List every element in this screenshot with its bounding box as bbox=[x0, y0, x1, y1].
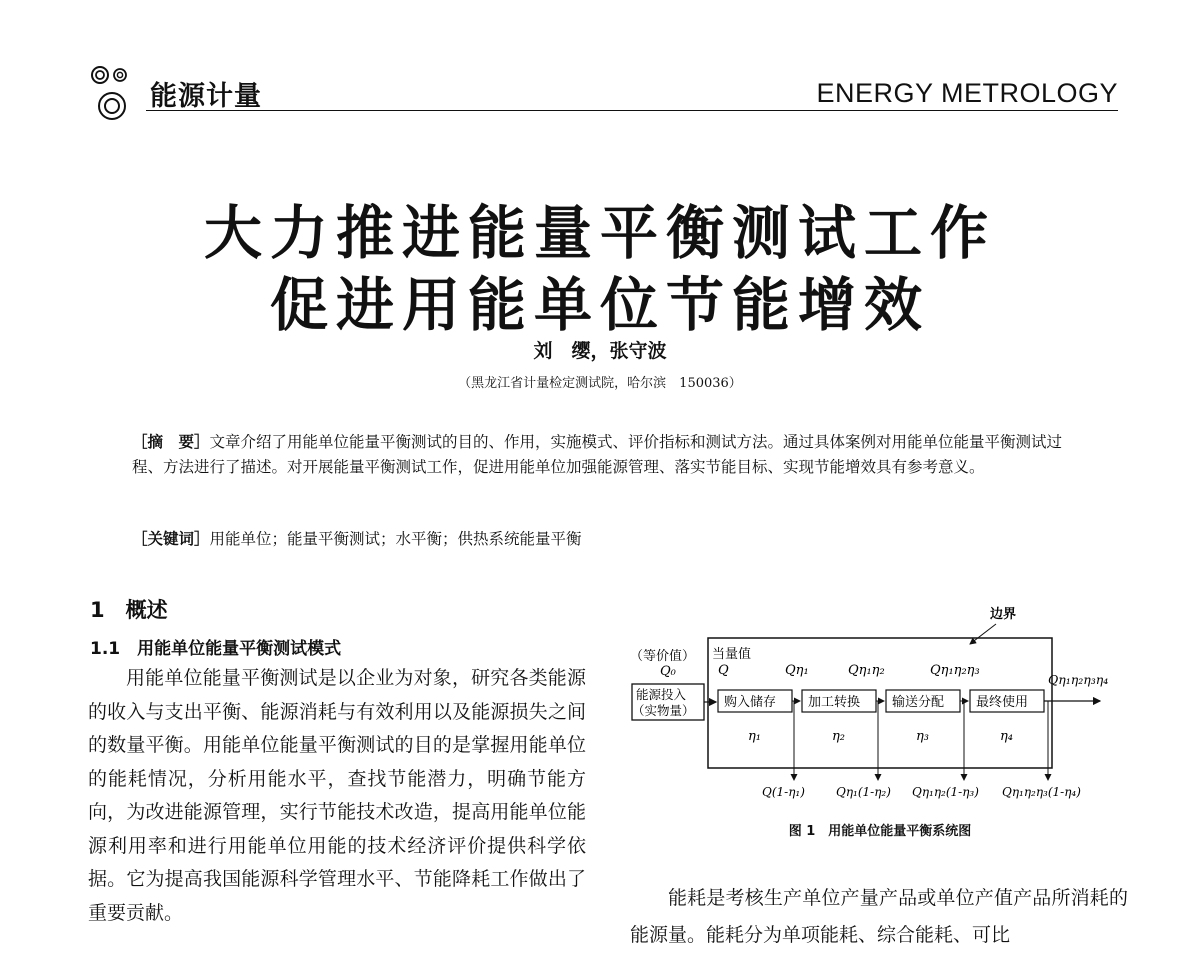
article-title-line2: 促进用能单位节能增效 bbox=[269, 271, 930, 339]
loss-label-1: Q(1-η₁) bbox=[762, 785, 805, 799]
energy-input-line1: 能源投入 bbox=[636, 687, 687, 702]
article-title-line1: 大力推进能量平衡测试工作 bbox=[203, 199, 996, 267]
figure-caption: 图 1 用能单位能量平衡系统图 bbox=[788, 824, 972, 839]
energy-balance-diagram bbox=[630, 600, 1130, 840]
eta-label-4: η₄ bbox=[1000, 729, 1013, 744]
body-paragraph-right: 能耗是考核生产单位产量产品或单位产值产品所消耗的能源量。能耗分为单项能耗、综合能耗、可比 bbox=[630, 887, 1128, 946]
actual-label: 当量值 bbox=[712, 647, 752, 662]
abstract-label: ［摘 要］ bbox=[132, 433, 210, 451]
flow-label-0: Q bbox=[718, 663, 729, 678]
keywords-text: 用能单位；能量平衡测试；水平衡；供热系统能量平衡 bbox=[209, 530, 582, 548]
flow-label-2: Qη₁η₂ bbox=[848, 663, 885, 678]
journal-english-title: ENERGY METROLOGY bbox=[816, 78, 1118, 108]
section-heading: 1 概述 bbox=[90, 598, 168, 622]
output-label: Qη₁η₂η₃η₄ bbox=[1048, 672, 1109, 687]
abstract-text: 文章介绍了用能单位能量平衡测试的目的、作用，实施模式、评价指标和测试方法。通过具体案例对用能单位能量平衡测试过程、方法进行了描述。对开展能量平衡测试工作，促进用能单位加强能源管理、落实节能目标、实现节能增效具有参考意义。 bbox=[132, 433, 1063, 476]
flow-label-1: Qη₁ bbox=[785, 663, 809, 678]
loss-label-2: Qη₁(1-η₂) bbox=[836, 785, 891, 799]
energy-input-line2: （实物量） bbox=[632, 703, 695, 718]
loss-label-3: Qη₁η₂(1-η₃) bbox=[912, 785, 979, 799]
authors: 刘 缨，张守波 bbox=[533, 340, 667, 362]
section-name: 能源计量 bbox=[150, 81, 262, 112]
affiliation: （黑龙江省计量检定测试院，哈尔滨 150036） bbox=[458, 376, 742, 391]
eta-label-2: η₂ bbox=[832, 729, 845, 744]
eta-label-1: η₁ bbox=[748, 729, 761, 744]
stage-label-2: 加工转换 bbox=[808, 695, 861, 710]
stage-label-3: 输送分配 bbox=[892, 695, 945, 710]
flow-label-3: Qη₁η₂η₃ bbox=[930, 663, 980, 678]
eta-label-3: η₃ bbox=[916, 729, 929, 744]
stage-label-1: 购入储存 bbox=[724, 695, 777, 710]
loss-label-4: Qη₁η₂η₃(1-η₄) bbox=[1002, 785, 1081, 799]
stage-label-4: 最终使用 bbox=[976, 695, 1029, 710]
section-logo-circles-icon bbox=[88, 62, 148, 122]
abstract bbox=[132, 430, 1087, 480]
header-rule bbox=[146, 110, 1118, 111]
keywords bbox=[132, 527, 1087, 549]
boundary-label: 边界 bbox=[990, 607, 1017, 622]
subsection-heading: 1.1 用能单位能量平衡测试模式 bbox=[90, 639, 342, 659]
boundary-leader bbox=[970, 624, 996, 644]
q0-label: Q₀ bbox=[660, 664, 676, 679]
equiv-label: （等价值） bbox=[630, 649, 696, 664]
keywords-label: ［关键词］ bbox=[132, 530, 210, 548]
body-paragraph-left: 用能单位能量平衡测试是以企业为对象，研究各类能源的收入与支出平衡、能源消耗与有效利用以及能源损失之间的数量平衡。用能单位能量平衡测试的目的是掌握用能单位的能耗情况，分析用能水平，查找节能潜力，明确节能方向，为改进能源管理，实行节能技术改造，提高用能单位能源利用率和进行用能单位用能的技术经济评价提供科学依据。它为提高我国能源科学管理水平、节能降耗工作做出了重要贡献。 bbox=[88, 667, 586, 924]
